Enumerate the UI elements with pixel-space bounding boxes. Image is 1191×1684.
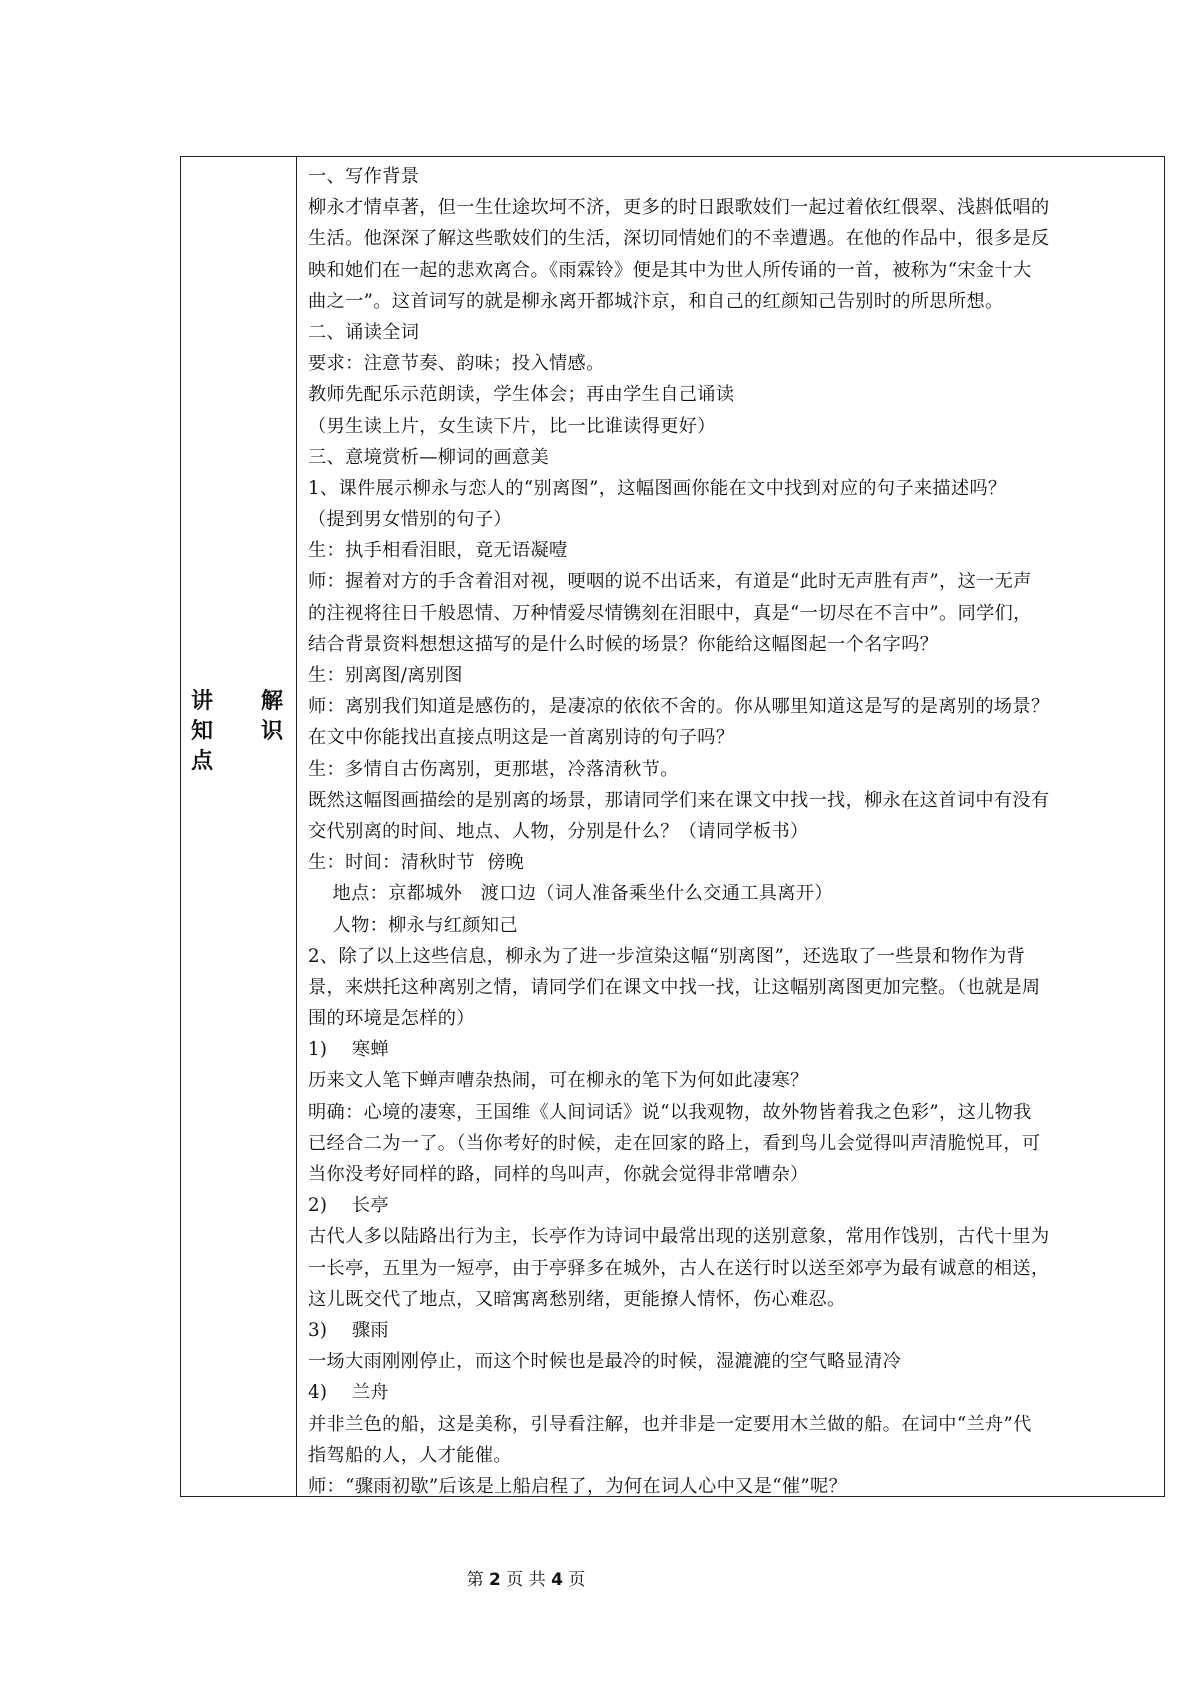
- text-line: 生活。他深深了解这些歌妓们的生活，深切同情她们的不幸遭遇。在他的作品中，很多是反: [308, 228, 1050, 250]
- label-char: 识: [261, 719, 284, 744]
- text-line: 并非兰色的船，这是美称，引导看注解，也并非是一定要用木兰做的船。在词中“兰舟”代: [308, 1413, 1032, 1435]
- text-line: 人物：柳永与红颜知己: [308, 914, 518, 936]
- text-line: 一、写作背景: [308, 166, 420, 187]
- page-total: 4: [551, 1570, 563, 1590]
- label-char: 讲: [191, 689, 214, 714]
- text-line: 2) 长亭: [308, 1195, 389, 1217]
- text-line: 2、除了以上这些信息，柳永为了进一步渲染这幅“别离图”，还选取了一些景和物作为背: [308, 945, 1026, 967]
- text-line: 4) 兰舟: [308, 1382, 389, 1404]
- text-line: 师：握着对方的手含着泪对视，哽咽的说不出话来，有道是“此时无声胜有声”，这一无声: [308, 571, 1032, 593]
- text-line: 1) 寒蝉: [308, 1039, 389, 1061]
- text-line: 明确：心境的凄寒，王国维《人间词话》说“以我观物，故外物皆着我之色彩”，这儿物我: [308, 1101, 1032, 1123]
- text-line: 生：多情自古伤离别，更那堪，冷落清秋节。: [308, 758, 679, 780]
- page-number: 2: [489, 1570, 501, 1590]
- label-char: 知: [191, 719, 214, 744]
- text-line: 生：执手相看泪眼，竟无语凝噎: [308, 540, 568, 562]
- text-line: 3) 骤雨: [308, 1319, 389, 1341]
- text-line: 一长亭，五里为一短亭，由于亭驿多在城外，古人在送行时以送至郊亭为最有诚意的相送，: [308, 1257, 1050, 1279]
- text-line: 三、意境赏析—柳词的画意美: [308, 446, 549, 468]
- lesson-table: [180, 156, 1165, 1497]
- footer-text: 共: [528, 1570, 546, 1590]
- text-line: 生：别离图/离别图: [308, 665, 463, 686]
- text-line: 古代人多以陆路出行为主，长亭作为诗词中最常出现的送别意象，常用作饯别，古代十里为: [308, 1226, 1050, 1248]
- text-line: （提到男女惜别的句子）: [308, 509, 512, 531]
- label-char: 点: [191, 749, 214, 774]
- text-line: 要求：注意节奏、韵味；投入情感。: [308, 353, 605, 375]
- footer-text: 页: [568, 1570, 586, 1590]
- text-line: 生：时间：清秋时节 傍晚: [308, 852, 525, 874]
- text-line: 1、课件展示柳永与恋人的“别离图”，这幅图画你能在文中找到对应的句子来描述吗？: [308, 477, 1007, 499]
- text-line: 师：“骤雨初歇”后该是上船启程了，为何在词人心中又是“催”呢？: [308, 1475, 848, 1497]
- text-line: 这儿既交代了地点，又暗寓离愁别绪，更能撩人情怀，伤心难忍。: [308, 1288, 846, 1310]
- text-line: 二、诵读全词: [308, 321, 420, 343]
- text-line: （男生读上片，女生读下片，比一比谁读得更好）: [308, 415, 716, 437]
- text-line: 在文中你能找出直接点明这是一首离别诗的句子吗？: [308, 727, 735, 749]
- text-line: 曲之一”。这首词写的就是柳永离开都城汴京，和自己的红颜知己告别时的所思所想。: [308, 290, 1004, 312]
- label-cell: [181, 157, 297, 1496]
- text-line: 指驾船的人，人才能催。: [308, 1444, 512, 1466]
- text-line: 当你没考好同样的路，同样的鸟叫声，你就会觉得非常嘈杂）: [308, 1164, 809, 1185]
- page-footer: [0, 1565, 1052, 1590]
- text-line: 已经合二为一了。（当你考好的时候，走在回家的路上，看到鸟儿会觉得叫声清脆悦耳，可: [308, 1132, 1041, 1154]
- text-line: 的注视将往日千般恩情、万种情爱尽情镌刻在泪眼中，真是“一切尽在不言中”。同学们，: [308, 602, 1032, 624]
- text-line: 历来文人笔下蝉声嘈杂热闹，可在柳永的笔下为何如此凄寒？: [308, 1070, 809, 1092]
- text-line: 映和她们在一起的悲欢离合。《雨霖铃》便是其中为世人所传诵的一首，被称为“宋金十大: [308, 259, 1032, 281]
- text-line: 地点：京都城外 渡口边（词人准备乘坐什么交通工具离开）: [308, 883, 833, 905]
- footer-text: 第: [466, 1570, 484, 1590]
- text-line: 师：离别我们知道是感伤的，是凄凉的依依不舍的。你从哪里知道这是写的是离别的场景？: [308, 696, 1050, 718]
- text-line: 既然这幅图画描绘的是别离的场景，那请同学们来在课文中找一找，柳永在这首词中有没有: [308, 789, 1050, 811]
- content-cell: [297, 157, 1164, 1496]
- label-char: 解: [261, 689, 284, 714]
- text-line: 结合背景资料想想这描写的是什么时候的场景？你能给这幅图起一个名字吗？: [308, 633, 939, 655]
- text-line: 一场大雨刚刚停止，而这个时候也是最冷的时候，湿漉漉的空气略显清冷: [308, 1351, 902, 1373]
- text-line: 交代别离的时间、地点、人物，分别是什么？（请同学板书）: [308, 820, 809, 842]
- text-line: 柳永才情卓著，但一生仕途坎坷不济，更多的时日跟歌妓们一起过着依红偎翠、浅斟低唱的: [308, 197, 1050, 219]
- text-line: 教师先配乐示范朗读，学生体会；再由学生自己诵读: [308, 384, 735, 406]
- text-line: 景，来烘托这种离别之情，请同学们在课文中找一找，让这幅别离图更加完整。（也就是周: [308, 976, 1041, 998]
- text-line: 围的环境是怎样的）: [308, 1008, 475, 1030]
- footer-text: 页: [506, 1570, 524, 1590]
